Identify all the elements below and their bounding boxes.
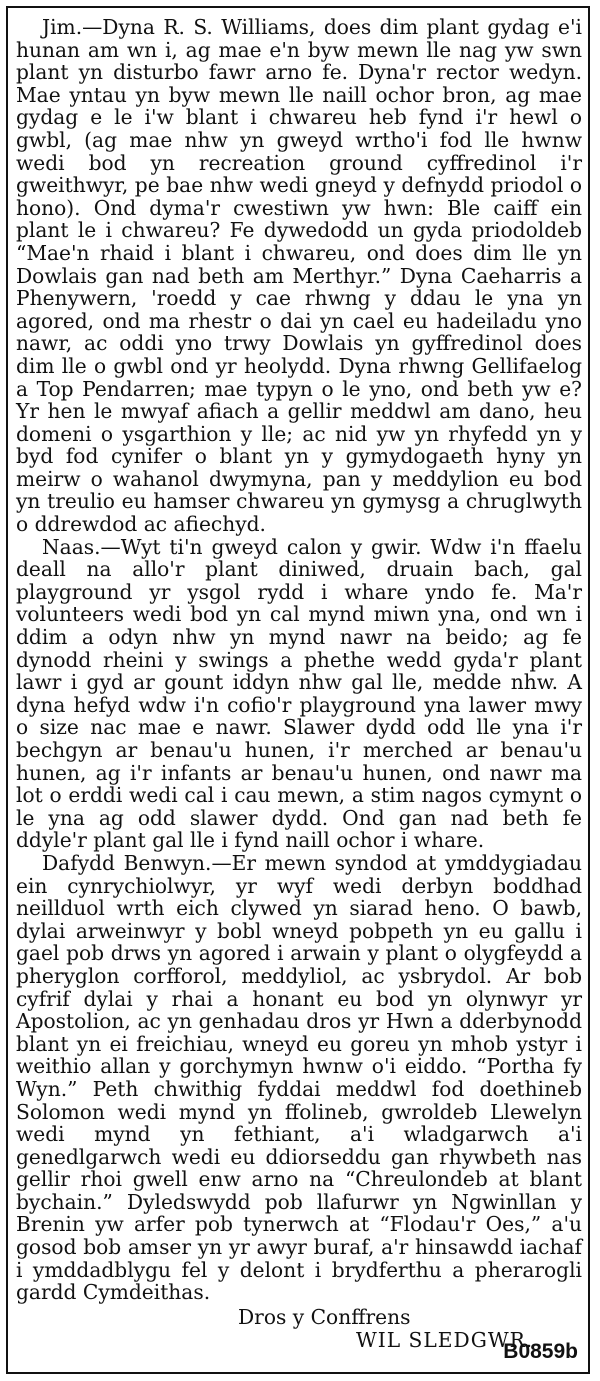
paragraph-dafydd-benwyn: Dafydd Benwyn.—Er mewn syndod at ymddygiadau ein cynrychiolwyr, yr wyf wedi derbyn boddhad neillduol wrth eich clywed yn siarad heno. O bawb, dylai arweinwyr y bobl wneyd pobpeth yn eu gallu i gael pob drws yn agored i arwain y plant o olygfeydd a pheryglon corfforol, meddyliol, ac ysbrydol. Ar bob cyfrif dylai y rhai a honant eu bod yn olynwyr yr Apostolion, ac yn genhadau dros yr Hwn a dderbynodd blant yn ei freichiau, wneyd eu goreu yn mhob ystyr i weithio allan y gorchymyn hwnw o'i eiddo. “Portha fy Wyn.” Peth chwithig fyddai meddwl fod doethineb Solomon wedi mynd yn ffolineb, gwroldeb Llewelyn wedi mynd yn fethiant, a'i wladgarwch a'i genedlgarwch wedi eu ddiorseddu gan rhywbeth nas gellir rhoi gwell enw arno na “Chreulondeb at blant bychain.” Dyledswydd pob llafurwr yn Ngwinllan y Brenin yw arfer pob tynerwch at “Flodau'r Oes,” a'u gosod bob amser yn yr awyr buraf, a'r hinsawdd iachaf i ymddadblygu fel y delont i brydferthu a pherarogli gardd Cymdeithas. (16, 850, 582, 1305)
reference-code: B0859b (503, 1340, 578, 1363)
article-body (16, 16, 582, 1352)
article-frame (6, 6, 590, 1374)
paragraph-naas: Naas.—Wyt ti'n gweyd calon y gwir. Wdw i'n ffaelu deall na allo'r plant diniwed, druain bach, gal playground yr ysgol rydd i whare yndo fe. Ma'r volunteers wedi bod yn cal mynd miwn yna, ond wn i ddim a odyn nhw yn mynd nawr na beido; ag fe dynodd rheini y swings a phethe wedd gyda'r plant lawr i gyd ar gount iddyn nhw gal lle, medde nhw. A dyna hefyd wdw i'n cofio'r playground yna lawer mwy o size nac mae e nawr. Slawer dydd odd lle yna i'r bechgyn ar benau'u hunen, i'r merched ar benau'u hunen, ag i'r infants ar benau'u hunen, ond nawr ma lot o erddi wedi cal i cau mewn, a stim nagos cymynt o le yna ag odd slawer dydd. Ond gan nad beth fe ddyle'r plant gal lle i fynd naill ochor i whare. (16, 534, 582, 853)
paragraph-jim: Jim.—Dyna R. S. Williams, does dim plant gydag e'i hunan am wn i, ag mae e'n byw mewn lle nag yw swn plant yn disturbo fawr arno fe. Dyna'r rector wedyn. Mae yntau yn byw mewn lle naill ochor bron, ag mae gydag e le i'w blant i chwareu heb fynd i'r hewl o gwbl, (ag mae nhw yn gweyd wrtho'i fod lle hwnw wedi bod yn recreation ground cyffredinol i'r gweithwyr, pe bae nhw wedi gneyd y defnydd priodol o hono). Ond dyma'r cwestiwn yw hwn: Ble caiff ein plant le i chwareu? Fe dywedodd un gyda priodoldeb “Mae'n rhaid i blant i chwareu, ond does dim lle yn Dowlais gan nad beth am Merthyr.” Dyna Caeharris a Phenywern, 'roedd y cae rhwng y ddau le yna yn agored, ond ma rhestr o dai yn cael eu hadeiladu yno nawr, ac oddi yno trwy Dowlais yn gyffredinol does dim lle o gwbl ond yr heolydd. Dyna rhwng Gellifaelog a Top Pendarren; mae typyn o le yno, ond beth yw e? Yr hen le mwyaf afiach a gellir meddwl am dano, heu domeni o ysgarthion y lle; ac nid yw yn rhyfedd yn y byd fod cynifer o blant yn y gymydogaeth hyny yn meirw o wahanol dwymyna, pan y meddylion eu bod yn treulio eu hamser chwareu yn gymysg a chruglwyth o ddrewdod ac afiechyd. (16, 15, 582, 537)
signature-name: WIL SLEDGWR. (356, 1328, 534, 1353)
signature-closing: Dros y Conffrens (238, 1304, 411, 1329)
